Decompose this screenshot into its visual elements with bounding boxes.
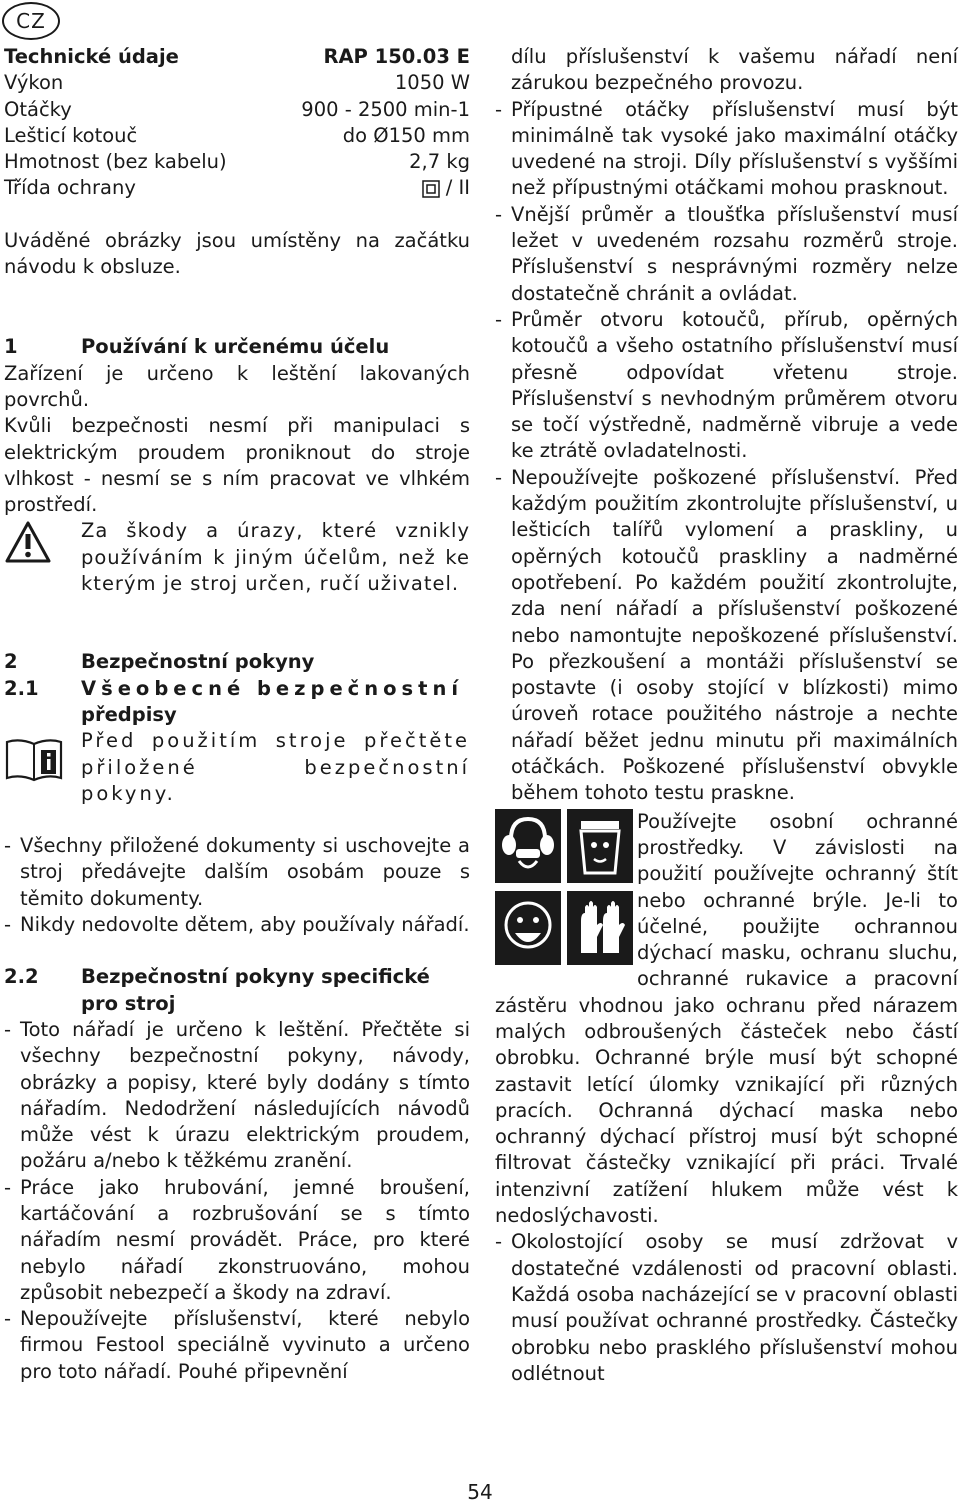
protection-class: / II: [422, 175, 470, 201]
intro-note: Uváděné obrázky jsou umístěny na začátku návodu k obsluze.: [4, 228, 470, 279]
gloves-icon: [567, 891, 633, 965]
section1-heading: 1 Používání k určenému účelu: [4, 335, 390, 359]
list-item: - Okolostojící osoby se musí zdržovat v dostatečné vzdálenosti od pracovní oblasti. Každá osoba nacházející se v pracovní oblasti musí používat ochranné prostředky. Částečky obrobku nebo prasklého příslušenství mohou odlétnout: [495, 1230, 958, 1385]
list-item: - Nikdy nedovolte dětem, aby používaly nářadí.: [4, 913, 470, 937]
spec-row: [4, 70, 470, 96]
section2-heading: 2 Bezpečnostní pokyny: [4, 650, 315, 674]
spec-row: [4, 123, 470, 149]
list-item: - Přípustné otáčky příslušenství musí být minimálně tak vysoké jako maximální otáčky uvedené na stroji. Díly příslušenství s vyššími než přípustnými otáčkami mohou prasknout.: [495, 97, 958, 200]
spec-label: Lešticí kotouč: [4, 123, 138, 147]
specs-heading: [4, 44, 470, 70]
face-shield-icon: [567, 809, 633, 883]
spec-row: [4, 149, 470, 175]
left-column: [4, 44, 470, 1385]
spec-value: 1050 W: [394, 71, 470, 95]
read-instructions-block: [4, 728, 470, 807]
ear-eye-protection-icon: [495, 809, 561, 883]
spec-value: 900 - 2500 min-1: [301, 97, 470, 121]
double-insulation-icon: [422, 180, 440, 198]
list-item: - Vnější průměr a tloušťka příslušenství musí ležet v uvedeném rozsahu rozměrů stroje. Příslušenství s nesprávnými rozměry nelze dostatečně chránit a ovládat.: [495, 202, 958, 305]
list-item: - Průměr otvoru kotoučů, přírub, opěrných kotoučů a všeho ostatního příslušenství musí přesně odpovídat vřetenu stroje. Příslušenství s nevhodným průměrem otvoru se točí výstředně, nadměrně vibruje a vede ke ztrátě ovladatelnosti.: [495, 307, 958, 463]
section2-2-heading: 2.2 Bezpečnostní pokyny specifické pro stroj: [4, 965, 430, 1015]
spec-label: Otáčky: [4, 97, 72, 121]
section1-p1: Zařízení je určeno k leštění lakovaných povrchů.: [4, 361, 470, 411]
spec-label: Výkon: [4, 71, 64, 95]
spec-label: Třída ochrany: [4, 176, 136, 200]
ppe-text: Používejte osobní ochranné prostředky. V závislosti na použití používejte ochranný štít nebo ochranné brýle. Je-li to účelné, použijte ochrannou dýchací masku, ochranu sluchu, ochranné rukavice a pracovní zástěru vhodnou jako ochranu před nárazem malých odbroušených částeček nebo částí obrobku. Ochranné brýle musí být schopné zastavit letící úlomky vznikající při různých pracích. Ochranná dýchací maska nebo ochranný dýchací přístroj musí být schopné filtrovat částečky vznikající při práci. Trvalé intenzivní zatížení hlukem může vést k nedoslýchavosti.: [495, 809, 958, 1228]
list-item-continued: dílu příslušenství k vašemu nářadí není zárukou bezpečného provozu.: [511, 45, 958, 95]
ppe-icons: [495, 809, 633, 967]
spec-value: 2,7 kg: [409, 150, 470, 174]
list-item: - Všechny přiložené dokumenty si uschovejte a stroj předávejte dalším osobám pouze s těmito dokumenty.: [4, 834, 470, 910]
list-item: - Toto nářadí je určeno k leštění. Přečtěte si všechny bezpečnostní pokyny, návody, obrázky a popisy, které byly dodány s tímto nářadím. Nedodržení následujících návodů může vést k úrazu elektrickým proudem, požáru a/nebo k těžkému zranění.: [4, 1017, 470, 1173]
warning-block: [4, 518, 470, 597]
model-name: RAP 150.03 E: [323, 45, 470, 68]
spec-row: [4, 97, 470, 123]
language-badge: CZ: [2, 2, 60, 40]
spec-value: do Ø150 mm: [342, 123, 470, 147]
page-number: 54: [467, 1480, 493, 1504]
read-manual-icon: [4, 736, 64, 782]
warning-text: Za škody a úrazy, které vznikly používáním k jiným účelům, než ke kterým je stroj určen, ručí uživatel.: [81, 519, 470, 596]
spec-label: Hmotnost (bez kabelu): [4, 150, 227, 174]
section1-p2: Kvůli bezpečnosti nesmí při manipulaci s elektrickým proudem proniknout do stroje vlhkost - nesmí se s ním pracovat ve vlhkém prostředí.: [4, 414, 470, 517]
list-item: - Práce jako hrubování, jemné broušení, kartáčování a rozbrušování se s tímto nářadím nesmí provádět. Práce, pro které nebylo nářadí zkonstruováno, mohou způsobit nebezpečí a škody na zdraví.: [4, 1175, 470, 1304]
section2-1-heading: 2.1 Všeobecné bezpečnostní předpisy: [4, 676, 464, 726]
specs-title: Technické údaje: [4, 45, 179, 68]
ppe-block: [495, 809, 958, 1230]
warning-triangle-icon: [4, 520, 52, 564]
list-item: - Nepoužívejte poškozené příslušenství. Před každým použitím zkontrolujte příslušenství, u lešticích talířů vylomení a praskliny, u opěrných kotoučů praskliny a nadměrné opotřebení. Po každém použití zkontrolujte, zda není nářadí a příslušenství poškozené nebo namontujte nepoškozené příslušenství. Po přezkoušení a montáži příslušenství se postavte (i osoby stojící v blízkosti) mimo úroveň rotace použitého nástroje a nechte nářadí běžet jednu minutu při maximálních otáčkách. Poškozené příslušenství obvykle během tohoto testu praskne.: [495, 465, 958, 805]
list-item: - Nepoužívejte příslušenství, které nebylo firmou Festool speciálně vyvinuto a určeno pro toto nářadí. Pouhé připevnění: [4, 1307, 470, 1383]
read-note: Před použitím stroje přečtěte přiložené bezpečnostní pokyny.: [81, 729, 470, 805]
dust-mask-icon: [495, 891, 561, 965]
right-column: [495, 44, 958, 1387]
spec-row: [4, 175, 470, 201]
